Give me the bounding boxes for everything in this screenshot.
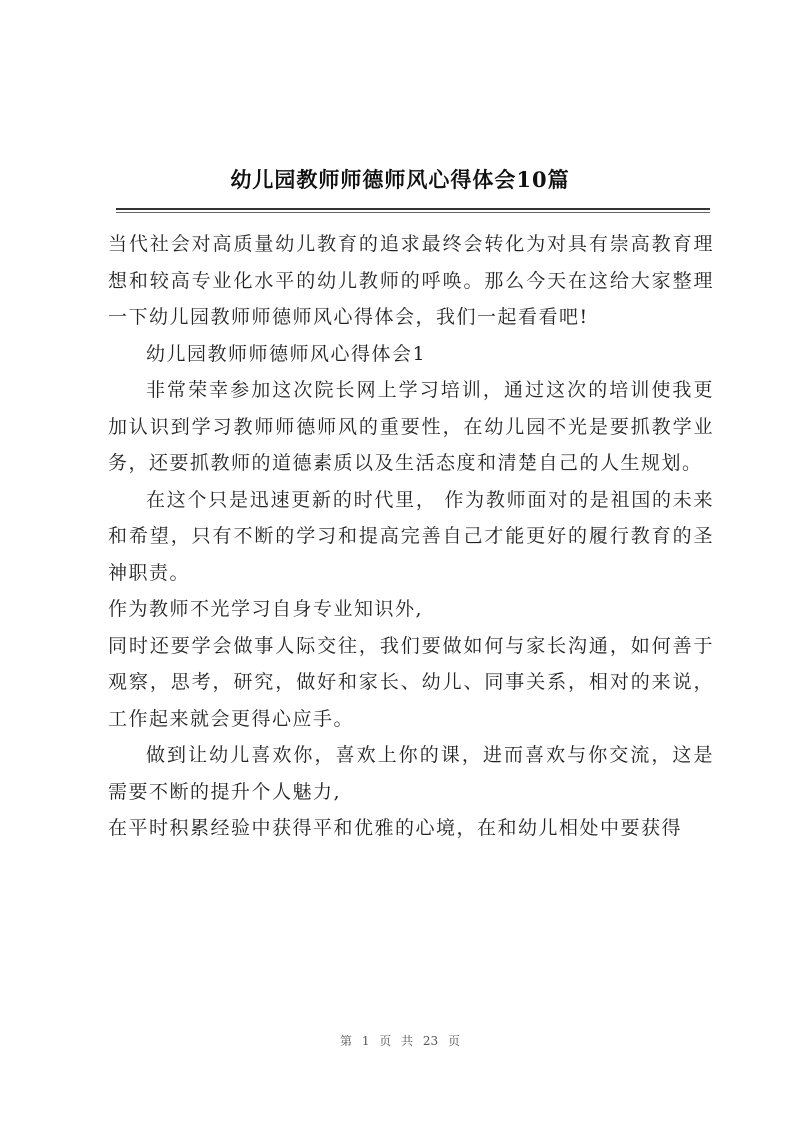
title-divider-thin bbox=[116, 212, 710, 213]
paragraph: 作为教师不光学习自身专业知识外, bbox=[108, 598, 424, 620]
title-divider bbox=[116, 208, 710, 210]
section-heading-1: 幼儿园教师师德师风心得体会1 bbox=[146, 342, 427, 365]
paragraph: 做到让幼儿喜欢你，喜欢上你的课，进而喜欢与你交流，这是需要不断的提升个人魅力, bbox=[108, 744, 714, 803]
paragraph: 非常荣幸参加这次院长网上学习培训，通过这次的培训使我更加认识到学习教师师德师风的重要性，在幼儿园不光是要抓教学业务，还要抓教师的道德素质以及生活态度和清楚自己的人生规划。 bbox=[108, 379, 714, 474]
paragraph-intro: 当代社会对高质量幼儿教育的追求最终会转化为对具有崇高教育理想和较高专业化水平的幼儿教师的呼唤。那么今天在这给大家整理一下幼儿园教师师德师风心得体会，我们一起看看吧! bbox=[108, 233, 714, 328]
page-number-footer: 第 1 页 共 23 页 bbox=[340, 1034, 460, 1048]
paragraph: 在这个只是迅速更新的时代里， 作为教师面对的是祖国的未来和希望，只有不断的学习和提高完善自己才能更好的履行教育的圣神职责。 bbox=[108, 488, 714, 584]
document-title: 幼儿园教师师德师风心得体会10篇 bbox=[230, 167, 570, 192]
paragraph: 同时还要学会做事人际交往，我们要做如何与家长沟通，如何善于观察，思考，研究，做好和家长、幼儿、同事关系，相对的来说，工作起来就会更得心应手。 bbox=[108, 634, 714, 730]
document-body bbox=[108, 226, 714, 847]
paragraph: 在平时积累经验中获得平和优雅的心境，在和幼儿相处中要获得 bbox=[108, 817, 683, 839]
